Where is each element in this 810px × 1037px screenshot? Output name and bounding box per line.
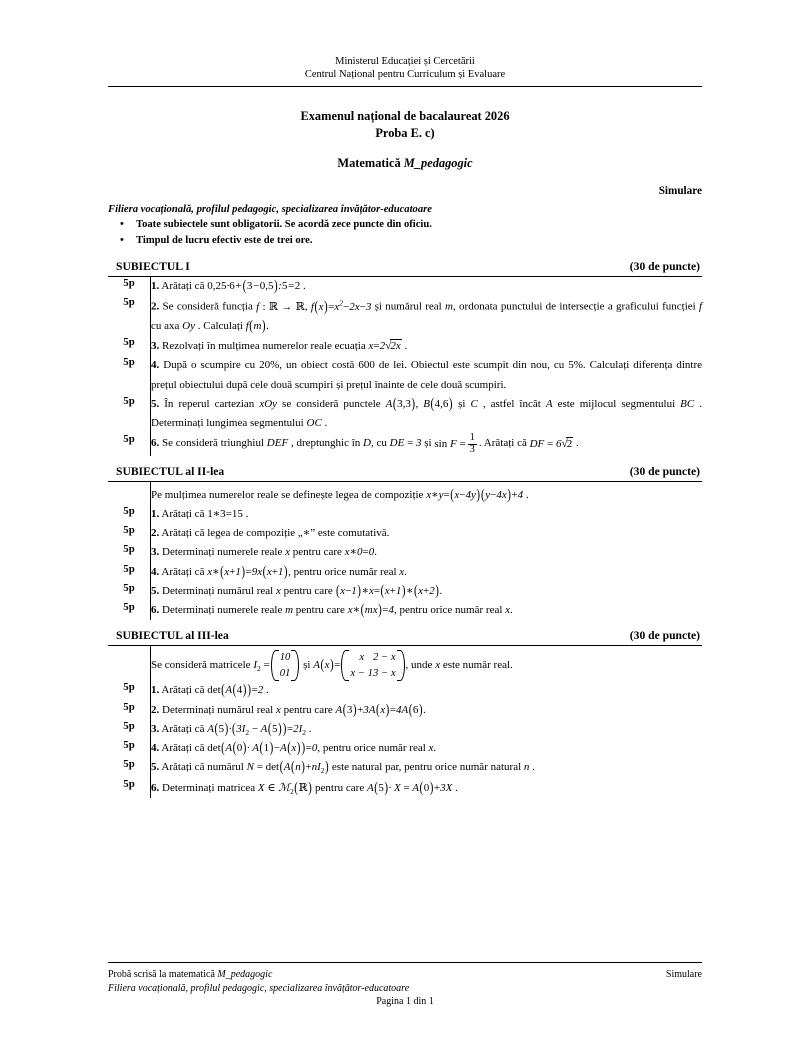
points-cell: 5p [123,394,135,407]
exam-title-line-1: Examenul național de bacalaureat 2026 [300,108,510,123]
page-footer [108,962,702,1007]
points-cell: 5p [123,295,135,308]
problem-cell: 3. Arătați că $A(5)\cdot(3I_2 - A(5))=2I_2$ . [151,720,703,739]
problem-cell: 6. Determinați matricea X ∈ ℳ$_2$(ℝ) pentru care A(5)· X = A(0)+3X . [151,778,703,798]
matrix-cell: 1 [285,666,291,679]
problem-number: 1. [151,684,160,697]
problem-table-3 [108,646,702,798]
points-cell: 5p [123,581,135,594]
footer-top-row [108,968,702,982]
matrix-cell: 0 [285,651,291,664]
problem-number: 6. [151,604,160,617]
points-cell: 5p [123,562,135,575]
table-row [108,681,702,700]
problem-number: 4. [151,359,160,372]
problem-cell: 4. După o scumpire cu 20%, un obiect costă 600 de lei. Obiectul este scumpit din nou, cu 5%. Calculați diferența dintre prețul obiectului după cele două scumpiri și prețul înainte de cele două scumpiri. [151,356,703,395]
points-cell: 5p [123,777,135,790]
points-cell [108,482,151,505]
table-row [108,277,702,296]
section-points: (30 de puncte) [629,629,700,643]
problem-cell: 4. Arătați că det(A(0)· A(1)−A(x))=0, pentru orice număr real x. [151,739,703,758]
problem-intro-cell: Pe mulțimea numerelor reale se definește legea de compoziție x∗y=(x−4y)(y−4x)+4 . [151,482,703,505]
problem-cell: 4. Arătați că x∗(x+1)=9x(x+1), pentru orice număr real x. [151,563,703,582]
footer-exam-plain: Probă scrisă la matematică [108,969,218,980]
matrix-cell: x − 1 [350,666,373,679]
table-row [108,505,702,524]
points-cell: 5p [123,601,135,614]
problem-number: 1. [151,507,160,520]
problem-cell: 5. În reperul cartezian xOy se consideră punctele A(3,3), B(4,6) și C , astfel încât A este mijlocul segmentului BC . Determinați lungimea segmentului OC . [151,395,703,434]
section-title: SUBIECTUL al II-lea [116,464,225,478]
footer-exam-label [108,968,272,982]
problem-table-1 [108,277,702,456]
matrix-ax [341,650,404,681]
problem-number: 6. [151,437,160,450]
simulare-badge: Simulare [658,185,702,198]
table-row [108,720,702,739]
problem-number: 4. [151,742,160,755]
table-row [108,524,702,543]
problem-number: 1. [151,279,160,292]
table-row [108,395,702,434]
subject-label: Matematică [337,156,404,171]
matrix-cell: 0 [279,666,286,679]
problem-number: 2. [151,703,160,716]
exam-subject [108,156,702,171]
problem-number: 3. [151,340,160,353]
section-header-2 [108,465,702,478]
section-points: (30 de puncte) [629,259,700,273]
problem-cell: 5. Arătați că numărul $N = \det(A(n)+nI_2)$ este natural par, pentru orice număr natural n . [151,758,703,777]
problem-cell: 1. Arătați că det(A(4))=2 . [151,681,703,700]
header-divider [108,86,702,87]
table-row [108,433,702,455]
problem-number: 3. [151,722,160,735]
points-cell: 5p [123,524,135,537]
footer-exam-code: M_pedagogic [217,969,273,980]
points-cell: 5p [123,758,135,771]
problem-cell: 3. Determinați numerele reale x pentru care x∗0=0. [151,543,703,562]
instruction-item: • Timpul de lucru efectiv este de trei ore. [108,233,702,249]
footer-simulare: Simulare [665,969,702,980]
problem-table-2 [108,482,702,621]
problem-number: 5. [151,584,160,597]
problem-number: 4. [151,565,160,578]
table-row [108,701,702,720]
instruction-item: • Toate subiectele sunt obligatorii. Se acordă zece puncte din oficiu. [108,217,702,233]
footer-divider [108,962,702,963]
table-row [108,336,702,356]
problem-cell: 6. Determinați numerele reale m pentru care x∗(mx)=4, pentru orice număr real x. [151,601,703,620]
subject-code: M_pedagogic [403,156,473,171]
table-row [108,582,702,601]
points-cell: 5p [123,739,135,752]
section-header-3 [108,629,702,642]
problem-intro-cell: Se consideră matricele $I_2$ = 1 0 0 1 și A(x)= x 2 − x x − 1 3 − x , unde x este număr real. [151,646,703,681]
problem-cell: 6. Se consideră triunghiul DEF , dreptunghic în D, cu DE = 3 și sin F = $\frac{1}{3}$ . Arătați că DF = 6√2 . [151,433,703,455]
table-row [108,758,702,777]
table-row [108,739,702,758]
section-points: (30 de puncte) [629,464,700,478]
matrix-cell: 1 [279,651,286,664]
ministry-header [108,0,702,82]
points-cell: 5p [123,336,135,349]
points-cell: 5p [123,433,135,446]
problem-number: 5. [151,761,160,774]
table-row [108,778,702,798]
problem-cell: 2. Arătați că legea de compoziție „∗” este comutativă. [151,524,703,543]
points-cell: 5p [123,504,135,517]
problem-number: 6. [151,781,160,794]
problem-number: 2. [151,300,160,313]
instructions-list [108,217,702,248]
points-cell [108,646,151,681]
problem-cell: 2. Determinați numărul real x pentru care A(3)+3A(x)=4A(6). [151,701,703,720]
section-title: SUBIECTUL al III-lea [116,629,229,643]
ministry-line-2: Centrul Național pentru Curriculum și Evaluare [304,69,506,81]
matrix-cell: 2 − x [372,651,396,664]
points-cell: 5p [123,543,135,556]
problem-cell: 3. Rezolvați în mulțimea numerelor reale ecuația x=2√2x . [151,336,703,356]
points-cell: 5p [123,700,135,713]
problem-cell: 2. Se consideră funcția f : ℝ → ℝ, $f(x)=x^2-2x-3$ și numărul real m, ordonata punctului de intersecție a graficului funcției f cu axa Oy . Calculați f(m). [151,296,703,336]
problem-number: 3. [151,546,160,559]
exam-title-line-2: Proba E. c) [375,125,435,140]
table-row [108,543,702,562]
table-row [108,646,702,681]
section-title: SUBIECTUL I [116,259,190,273]
problem-cell: 1. Arătați că 1∗3=15 . [151,505,703,524]
filiera-line: Filiera vocațională, profilul pedagogic, specializarea învățător-educatoare [108,204,432,216]
table-row [108,356,702,395]
footer-page-number: Pagina 1 din 1 [376,996,434,1008]
footer-filiera: Filiera vocațională, profilul pedagogic, specializarea învățător-educatoare [108,983,410,995]
table-row [108,296,702,336]
problem-cell: 5. Determinați numărul real x pentru care (x−1)∗x=(x+1)∗(x+2). [151,582,703,601]
section-header-1 [108,260,702,273]
problem-cell: 1. Arătați că 0,25·6+(3−0,5):5=2 . [151,277,703,296]
points-cell: 5p [123,681,135,694]
ministry-line-1: Ministerul Educației și Cercetării [335,56,475,67]
table-row [108,482,702,505]
points-cell: 5p [123,276,135,289]
matrix-cell: 3 − x [372,666,396,679]
matrix-identity [271,650,300,681]
points-cell: 5p [123,719,135,732]
problem-number: 2. [151,527,160,540]
points-cell: 5p [123,356,135,369]
exam-page [108,0,702,798]
problem-number: 5. [151,397,160,410]
matrix-cell: x [359,651,365,664]
exam-title [108,108,702,141]
